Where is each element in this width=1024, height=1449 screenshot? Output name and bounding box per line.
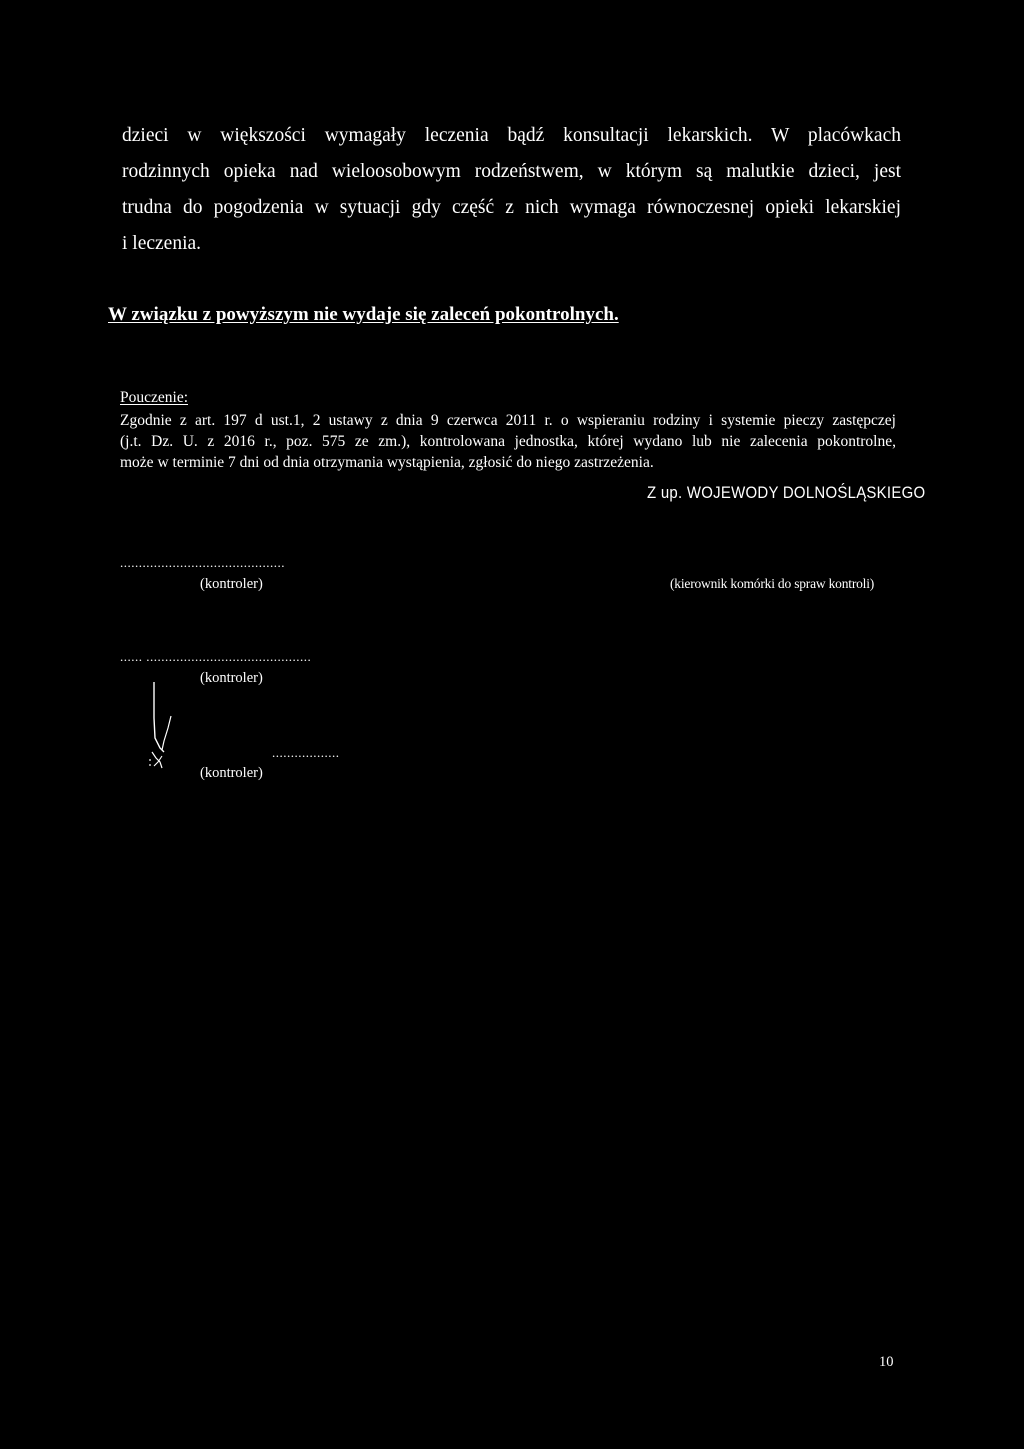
- note-heading: Pouczenie:: [120, 389, 189, 406]
- signature-line-2: ...... ............................................: [120, 649, 312, 664]
- page-number: 10: [879, 1354, 894, 1370]
- note-line-1: Zgodnie z art. 197 d ust.1, 2 ustawy z dnia 9 czerwca 2011 r. o wspieraniu rodziny i systemie pieczy zastępczej: [120, 412, 896, 429]
- note-line-2: (j.t. Dz. U. z 2016 r., poz. 575 ze zm.), kontrolowana jednostka, której wydano lub nie zalecenia pokontrolne,: [120, 433, 896, 450]
- body-line-4: i leczenia.: [122, 233, 202, 254]
- body-line-3: trudna do pogodzenia w sytuacji gdy część z nich wymaga równoczesnej opieki lekarskiej: [122, 197, 901, 218]
- body-line-2: rodzinnych opieka nad wieloosobowym rodzeństwem, w którym są malutkie dzieci, jest: [122, 161, 901, 182]
- signature-line-1: ............................................: [120, 555, 285, 570]
- signature-label-2: (kontroler): [200, 670, 263, 686]
- authorization-stamp: Z up. WOJEWODY DOLNOŚLĄSKIEGO: [647, 483, 926, 502]
- signature-label-right: (kierownik komórki do spraw kontroli): [670, 576, 875, 591]
- signature-label-3: (kontroler): [200, 765, 263, 781]
- conclusion-statement: W związku z powyższym nie wydaje się zaleceń pokontrolnych.: [108, 304, 619, 325]
- body-line-1: dzieci w większości wymagały leczenia bądź konsultacji lekarskich. W placówkach: [122, 125, 901, 146]
- handwritten-signature: [146, 678, 186, 774]
- signature-line-3: ..................: [272, 745, 340, 760]
- note-line-3: może w terminie 7 dni od dnia otrzymania wystąpienia, zgłosić do niego zastrzeżenia.: [120, 454, 654, 471]
- signature-label-1: (kontroler): [200, 576, 263, 592]
